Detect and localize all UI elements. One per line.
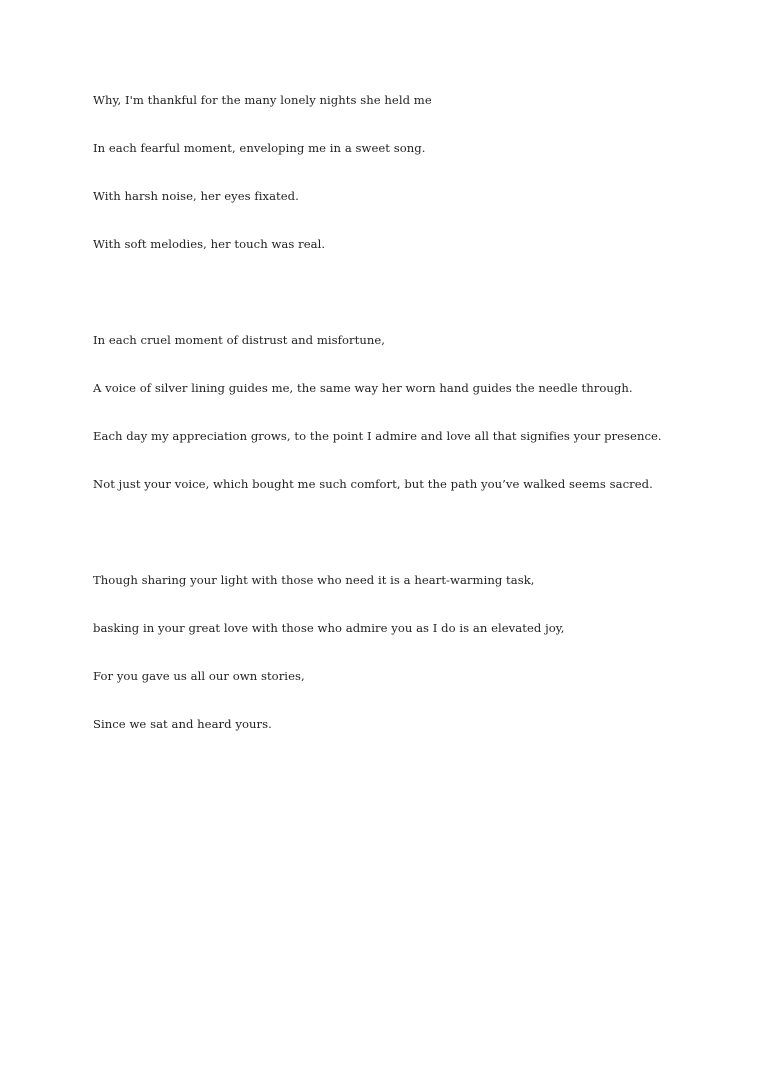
poem-line: With harsh noise, her eyes fixated. (93, 189, 299, 203)
poem-line: Why, I'm thankful for the many lonely nights she held me (93, 93, 432, 107)
poem-line: In each cruel moment of distrust and misfortune, (93, 333, 386, 347)
poem-line: In each fearful moment, enveloping me in a sweet song. (93, 141, 426, 155)
poem-line: Since we sat and heard yours. (93, 717, 272, 731)
stanza-1 (93, 91, 733, 283)
stanza-2 (93, 331, 733, 523)
poem-line: For you gave us all our own stories, (93, 669, 305, 683)
poem-line: Though sharing your light with those who need it is a heart-warming task, (93, 573, 535, 587)
poem-line: A voice of silver lining guides me, the same way her worn hand guides the needle through. (93, 381, 633, 395)
poem-line: basking in your great love with those who admire you as I do is an elevated joy, (93, 621, 565, 635)
poem-line: Not just your voice, which bought me such comfort, but the path you’ve walked seems sacred. (93, 477, 653, 491)
stanza-3 (93, 571, 733, 763)
poem-body (93, 91, 733, 763)
poem-line: With soft melodies, her touch was real. (93, 237, 326, 251)
poem-line: Each day my appreciation grows, to the point I admire and love all that signifies your presence. (93, 429, 662, 443)
